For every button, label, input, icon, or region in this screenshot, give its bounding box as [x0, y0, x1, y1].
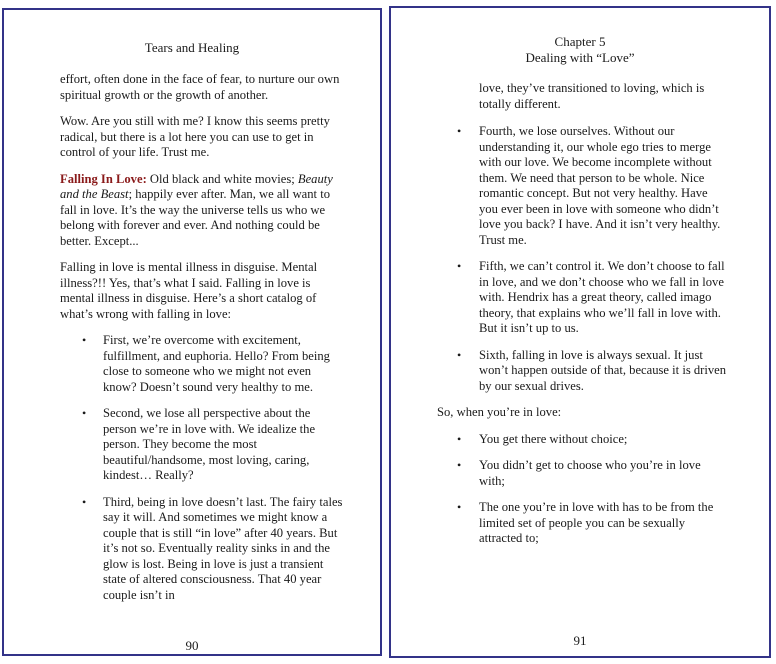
body-paragraph: effort, often done in the face of fear, to nurture our own spiritual growth or the growth of another. [60, 72, 340, 102]
chapter-number: Chapter 5 [554, 34, 606, 49]
movie-title: Beauty and the Beast [60, 171, 333, 201]
list-item-text: Fifth, we can’t control it. We don’t choose to fall in love, and we don’t choose who we fall in love with. Hendrix has a great theory, called imago theory, that explains who we’ll fall in love with. But it isn’t up to us. [479, 259, 725, 335]
bullet-icon: • [457, 259, 462, 273]
list-item-text: Sixth, falling in love is always sexual. It just won’t happen outside of that, because it is driven by our sexual drives. [479, 347, 727, 393]
bullet-icon: • [82, 406, 87, 420]
bullet-icon: • [457, 500, 462, 514]
list-item-text: The one you’re in love with has to be from the limited set of people you can be sexually attracted to; [479, 500, 714, 545]
bullet-list [437, 432, 727, 547]
falling-in-love-paragraph [60, 172, 345, 250]
body-paragraph: Wow. Are you still with me? I know this seems pretty radical, but there is a lot here you can use to get in control of your life. Trust me. [60, 114, 330, 159]
bullet-list [437, 124, 727, 394]
left-page [2, 8, 382, 656]
bullet-icon: • [457, 124, 462, 138]
body-paragraph: Falling in love is mental illness in disguise. Mental illness?!! Yes, that’s what I said. Falling in love is mental illness in disguise. Here’s a short catalog of what’s wrong with falling in love: [60, 260, 318, 321]
bullet-icon: • [457, 458, 462, 472]
runin-heading: Falling In Love: [60, 171, 147, 186]
bullet-icon: • [457, 431, 462, 446]
list-item-text: You didn’t get to choose who you’re in love with; [479, 458, 701, 488]
right-page [389, 6, 771, 658]
bullet-icon: • [82, 333, 87, 347]
list-item [437, 348, 727, 395]
bullet-icon: • [82, 494, 87, 509]
bullet-icon: • [457, 347, 462, 362]
runin-text: Old black and white movies; [146, 171, 298, 186]
list-item [437, 259, 727, 337]
page-number: 91 [573, 633, 587, 648]
list-item [437, 432, 727, 448]
list-item [60, 495, 345, 604]
runin-text: ; happily ever after. Man, we all want to fall in love. It’s the way the universe tells us who we belong with forever and ever. And nothing could be better. Except... [60, 187, 330, 248]
right-page-body [437, 81, 727, 558]
chapter-header [391, 34, 769, 66]
bullet-list [60, 333, 345, 603]
lead-in-paragraph: So, when you’re in love: [437, 405, 562, 419]
list-item-text: You get there without choice; [479, 431, 628, 446]
list-item-text: Third, being in love doesn’t last. The fairy tales say it will. And sometimes we might know a couple that is still “in love” after 40 years. But it’s not so. Eventually reality sinks in and the glow is lost. Being in love is just a transient state of altered consciousness. That 40 year couple isn’t in [103, 494, 343, 602]
list-item [437, 458, 727, 489]
page-number: 90 [185, 638, 199, 653]
list-item [437, 124, 727, 248]
list-item-text: Fourth, we lose ourselves. Without our understanding it, our whole ego tries to merge with our love. We become incomplete without them. We need that person to be whole. Nice romantic concept. But not very healthy. Have you ever been in love with someone who didn’t love you back? I have. And it isn’t very healthy. Trust me. [479, 124, 721, 247]
left-running-header: Tears and Healing [144, 40, 240, 55]
list-item [60, 406, 345, 484]
chapter-title: Dealing with “Love” [525, 50, 635, 65]
left-page-body [60, 72, 345, 614]
list-item [60, 333, 345, 395]
list-item [437, 500, 727, 547]
list-item-text: First, we’re overcome with excitement, fulfillment, and euphoria. Hello? From being close to someone who we might not even know? Doesn’t sound very healthy to me. [103, 333, 330, 394]
continued-bullet-text: love, they’ve transitioned to loving, which is totally different. [479, 81, 705, 111]
list-item-text: Second, we lose all perspective about the person we’re in love with. We idealize the person. They become the most beautiful/handsome, most loving, caring, kindest… Really? [103, 406, 316, 482]
